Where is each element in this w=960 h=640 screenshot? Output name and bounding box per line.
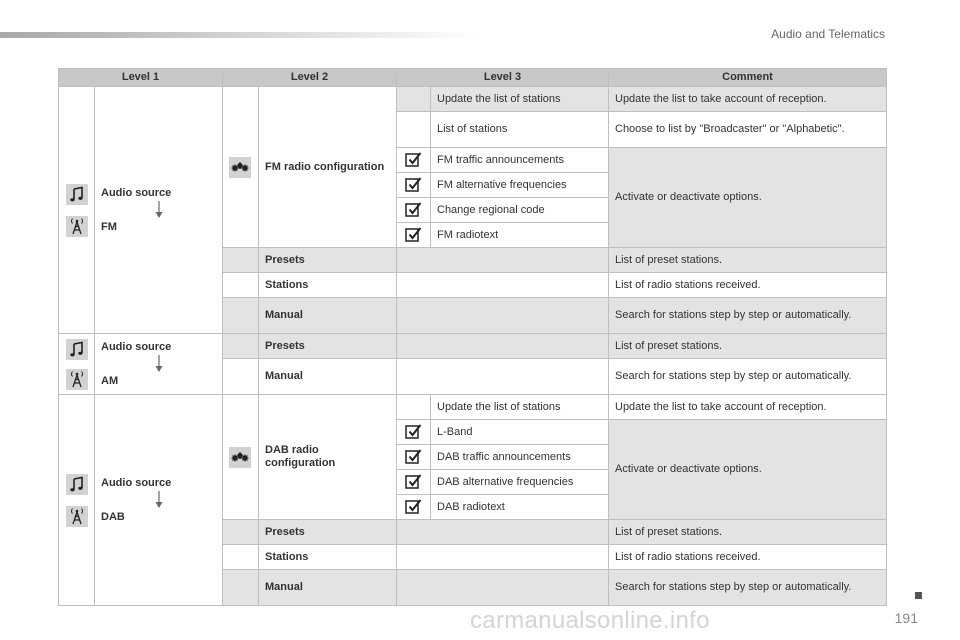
level2-label: Manual bbox=[259, 298, 397, 334]
empty-cell bbox=[223, 334, 259, 359]
config-icon-cell bbox=[223, 395, 259, 520]
empty-cell bbox=[397, 87, 431, 112]
level3-label: FM radiotext bbox=[431, 223, 609, 248]
table-row bbox=[59, 395, 887, 420]
checkbox-icon bbox=[403, 225, 425, 245]
checkbox-icon bbox=[403, 175, 425, 195]
empty-cell bbox=[397, 334, 609, 359]
comment-cell: Activate or deactivate options. bbox=[609, 420, 887, 520]
antenna-icon bbox=[66, 216, 88, 237]
comment-cell: List of preset stations. bbox=[609, 248, 887, 273]
radio-settings-icon bbox=[229, 447, 251, 468]
music-note-icon bbox=[66, 474, 88, 495]
empty-cell bbox=[397, 359, 609, 395]
source-label: Audio source bbox=[101, 340, 172, 353]
comment-cell: Search for stations step by step or automatically. bbox=[609, 570, 887, 606]
antenna-icon bbox=[66, 369, 88, 390]
page-number: 191 bbox=[894, 610, 918, 626]
source-label: Audio source bbox=[101, 476, 172, 489]
checkbox-icon bbox=[403, 422, 425, 442]
level2-label: Stations bbox=[259, 273, 397, 298]
empty-cell bbox=[397, 520, 609, 545]
page-title: Audio and Telematics bbox=[771, 27, 885, 41]
empty-cell bbox=[223, 545, 259, 570]
empty-cell bbox=[397, 395, 431, 420]
source-icons-cell bbox=[59, 334, 95, 395]
empty-cell bbox=[397, 570, 609, 606]
source-icons-cell bbox=[59, 395, 95, 606]
level3-label: Update the list of stations bbox=[431, 87, 609, 112]
checkbox-cell bbox=[397, 198, 431, 223]
comment-cell: Choose to list by "Broadcaster" or "Alphabetic". bbox=[609, 112, 887, 148]
table-row bbox=[59, 334, 887, 359]
level1-am-cell bbox=[95, 334, 223, 395]
level2-label: Presets bbox=[259, 520, 397, 545]
source-name: DAB bbox=[101, 510, 125, 523]
level1-dab-cell bbox=[95, 395, 223, 606]
level3-label: List of stations bbox=[431, 112, 609, 148]
comment-cell: List of preset stations. bbox=[609, 520, 887, 545]
checkbox-cell bbox=[397, 420, 431, 445]
checkbox-icon bbox=[403, 150, 425, 170]
level2-label: Stations bbox=[259, 545, 397, 570]
level1-fm-cell bbox=[95, 87, 223, 334]
level3-label: Update the list of stations bbox=[431, 395, 609, 420]
level2-label: Presets bbox=[259, 248, 397, 273]
source-icons-cell bbox=[59, 87, 95, 334]
level3-label: L-Band bbox=[431, 420, 609, 445]
arrow-down-icon bbox=[154, 491, 164, 509]
menu-table bbox=[58, 68, 887, 606]
column-header: Comment bbox=[609, 69, 887, 87]
source-name: FM bbox=[101, 220, 117, 233]
comment-cell: Search for stations step by step or automatically. bbox=[609, 359, 887, 395]
comment-cell: Search for stations step by step or automatically. bbox=[609, 298, 887, 334]
level2-config-label: FM radio configuration bbox=[259, 87, 397, 248]
checkbox-icon bbox=[403, 497, 425, 517]
level2-label: Presets bbox=[259, 334, 397, 359]
level2-label: Manual bbox=[259, 359, 397, 395]
level3-label: FM alternative frequencies bbox=[431, 173, 609, 198]
checkbox-icon bbox=[403, 472, 425, 492]
empty-cell bbox=[397, 545, 609, 570]
level3-label: DAB alternative frequencies bbox=[431, 470, 609, 495]
checkbox-icon bbox=[403, 200, 425, 220]
empty-cell bbox=[397, 298, 609, 334]
source-label: Audio source bbox=[101, 186, 172, 199]
empty-cell bbox=[223, 359, 259, 395]
comment-cell: Activate or deactivate options. bbox=[609, 148, 887, 248]
level3-label: FM traffic announcements bbox=[431, 148, 609, 173]
column-header: Level 2 bbox=[223, 69, 397, 87]
level3-label: DAB radiotext bbox=[431, 495, 609, 520]
level3-label: DAB traffic announcements bbox=[431, 445, 609, 470]
checkbox-icon bbox=[403, 447, 425, 467]
checkbox-cell bbox=[397, 148, 431, 173]
level2-config-label: DAB radio configuration bbox=[259, 395, 397, 520]
watermark: carmanualsonline.info bbox=[470, 607, 710, 634]
empty-cell bbox=[223, 520, 259, 545]
arrow-down-icon bbox=[154, 355, 164, 373]
comment-cell: List of radio stations received. bbox=[609, 273, 887, 298]
arrow-down-icon bbox=[154, 201, 164, 219]
table-header-row bbox=[59, 69, 887, 87]
comment-cell: List of radio stations received. bbox=[609, 545, 887, 570]
comment-cell: Update the list to take account of reception. bbox=[609, 395, 887, 420]
checkbox-cell bbox=[397, 470, 431, 495]
empty-cell bbox=[397, 112, 431, 148]
empty-cell bbox=[223, 273, 259, 298]
checkbox-cell bbox=[397, 173, 431, 198]
checkbox-cell bbox=[397, 495, 431, 520]
empty-cell bbox=[397, 248, 609, 273]
table-row bbox=[59, 87, 887, 112]
column-header: Level 3 bbox=[397, 69, 609, 87]
checkbox-cell bbox=[397, 445, 431, 470]
empty-cell bbox=[223, 248, 259, 273]
antenna-icon bbox=[66, 506, 88, 527]
empty-cell bbox=[223, 298, 259, 334]
source-name: AM bbox=[101, 374, 119, 387]
empty-cell bbox=[223, 570, 259, 606]
music-note-icon bbox=[66, 184, 88, 205]
column-header: Level 1 bbox=[59, 69, 223, 87]
level2-label: Manual bbox=[259, 570, 397, 606]
radio-settings-icon bbox=[229, 157, 251, 178]
comment-cell: Update the list to take account of reception. bbox=[609, 87, 887, 112]
level3-label: Change regional code bbox=[431, 198, 609, 223]
checkbox-cell bbox=[397, 223, 431, 248]
comment-cell: List of preset stations. bbox=[609, 334, 887, 359]
empty-cell bbox=[397, 273, 609, 298]
music-note-icon bbox=[66, 339, 88, 360]
header-rule bbox=[0, 32, 480, 38]
page-marker bbox=[915, 592, 922, 599]
config-icon-cell bbox=[223, 87, 259, 248]
